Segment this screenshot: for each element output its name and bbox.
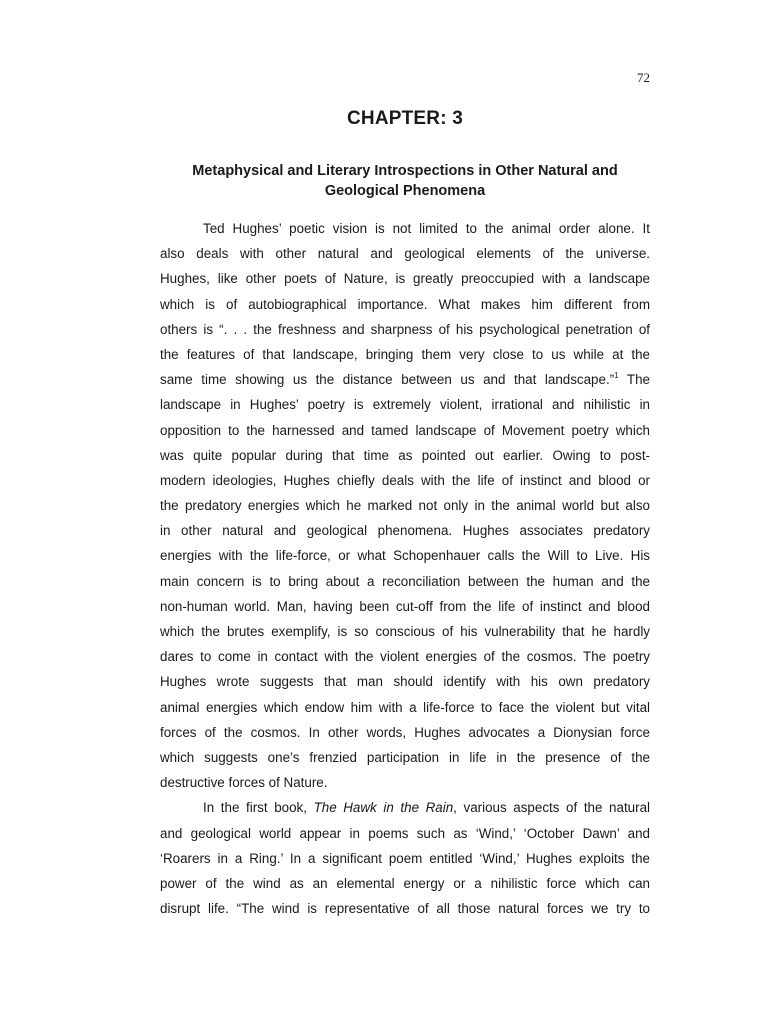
paragraph-1-line: the features of that landscape, bringing them very close to us while at the (160, 346, 650, 362)
paragraph-1-line: Ted Hughes’ poetic vision is not limited to the animal order alone. It (203, 221, 650, 236)
paragraph-1-line: dares to come in contact with the violent energies of the cosmos. The poetry (160, 649, 650, 665)
paragraph-1-line: energies with the life-force, or what Schopenhauer calls the Will to Live. His (160, 548, 650, 564)
paragraph-1-line: also deals with other natural and geological elements of the universe. (160, 246, 650, 262)
paragraph-1-line: the predatory energies which he marked not only in the animal world but also (160, 498, 650, 514)
paragraph-1-line: animal energies which endow him with a life-force to face the violent but vital (160, 699, 650, 715)
paragraph-2-line: ‘Roarers in a Ring.’ In a significant poem entitled ‘Wind,’ Hughes exploits the (160, 850, 650, 866)
paragraph-1-line: which suggests one’s frenzied participation in life in the presence of the (160, 749, 650, 765)
chapter-subtitle-line: Metaphysical and Literary Introspections in Other Natural and (192, 163, 618, 179)
chapter-subtitle (160, 161, 650, 201)
paragraph-1-line: modern ideologies, Hughes chiefly deals with the life of instinct and blood or (160, 472, 650, 488)
paragraph-1-line: main concern is to bring about a reconciliation between the human and the (160, 573, 650, 589)
paragraph-1-line: non-human world. Man, having been cut-off from the life of instinct and blood (160, 598, 650, 614)
line-continuation: The (618, 372, 650, 388)
chapter-subtitle-line: Geological Phenomena (324, 183, 486, 199)
paragraph-1-line: forces of the cosmos. In other words, Hughes advocates a Dionysian force (160, 724, 650, 740)
paragraph-2-line: disrupt life. “The wind is representative of all those natural forces we try to (160, 901, 650, 917)
chapter-title: CHAPTER: 3 (346, 108, 463, 129)
paragraph-1-line: destructive forces of Nature. (160, 775, 328, 791)
paragraph-1-line: Hughes, like other poets of Nature, is greatly preoccupied with a landscape (160, 271, 650, 287)
paragraph-1-line: others is “. . . the freshness and sharpness of his psychological penetration of (160, 321, 650, 337)
paragraph-1-line: landscape in Hughes’ poetry is extremely violent, irrational and nihilistic in (160, 397, 650, 413)
footnote-marker[interactable]: 1 (614, 371, 619, 381)
line-text: In the first book, (203, 800, 314, 816)
paragraph-1-line: Hughes wrote suggests that man should identify with his own predatory (160, 674, 650, 690)
body-text (160, 216, 650, 921)
paragraph-1-line: which the brutes exemplify, is so conscious of his vulnerability that he hardly (160, 624, 650, 639)
paragraph-2-line: and geological world appear in poems such as ‘Wind,’ ‘October Dawn’ and (160, 825, 650, 841)
paragraph-1-line: was quite popular during that time as pointed out earlier. Owing to post- (160, 447, 650, 463)
paragraph-2-line (160, 795, 650, 820)
paragraph-1-line (160, 367, 650, 392)
paragraph-2-line: power of the wind as an elemental energy or a nihilistic force which can (160, 875, 650, 891)
book-title: The Hawk in the Rain (313, 800, 454, 816)
line-text: , various aspects of the natural (453, 800, 650, 816)
paragraph-1-line: opposition to the harnessed and tamed landscape of Movement poetry which (160, 422, 650, 438)
paragraph-1-line: in other natural and geological phenomena. Hughes associates predatory (160, 523, 650, 539)
quoted-text: same time showing us the distance between us and that landscape.” (160, 372, 615, 388)
page-number: 72 (637, 70, 650, 85)
paragraph-1-line: which is of autobiographical importance. What makes him different from (160, 296, 650, 312)
